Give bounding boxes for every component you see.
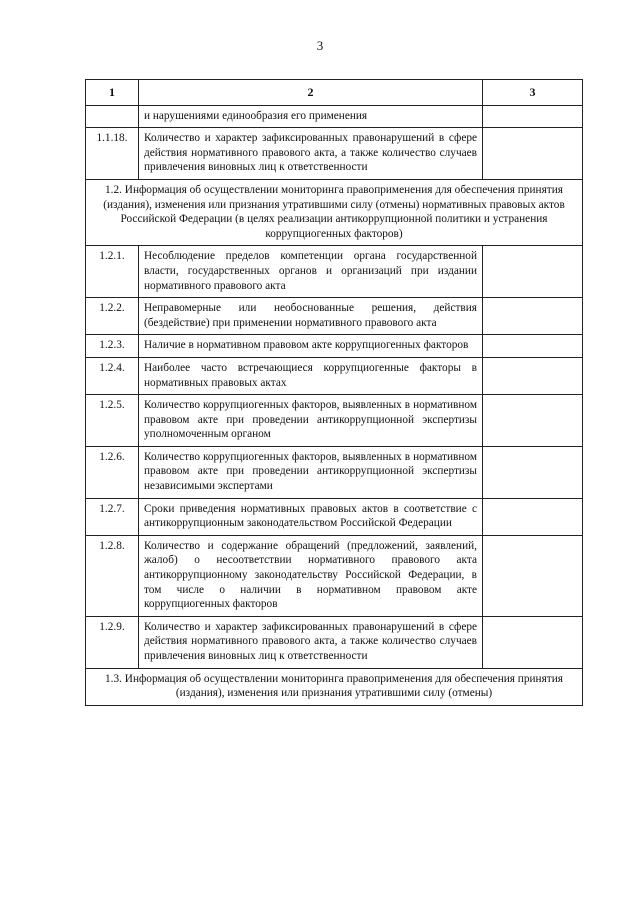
- row-text-cell: Количество и характер зафиксированных правонарушений в сфере действия нормативного правового акта, а также количество случаев привлечения виновных лиц к ответственности: [139, 616, 483, 668]
- row-text-cell: Количество и содержание обращений (предложений, заявлений, жалоб) о несоответствии нормативного правового акта антикоррупционному законодательству Российской Федерации, в том числе о наличии в нормативном правовом акте коррупциогенных факторов: [139, 535, 483, 616]
- row-value-cell: [483, 298, 583, 335]
- table-row: [86, 335, 583, 358]
- table-row: [86, 357, 583, 394]
- row-value-cell: [483, 335, 583, 358]
- section-heading: 1.2. Информация об осуществлении мониторинга правоприменения для обеспечения принятия (издания), изменения или признания утратившими силу (отмены) нормативных правовых актов Российской Федерации (в целях реализации антикоррупционной политики и устранения коррупциогенных факторов): [86, 179, 583, 245]
- row-value-cell: [483, 395, 583, 447]
- row-text-cell: Количество и характер зафиксированных правонарушений в сфере действия нормативного правового акта, а также количество случаев привлечения виновных лиц к ответственности: [139, 128, 483, 180]
- row-number-cell: 1.2.9.: [86, 616, 139, 668]
- row-value-cell: [483, 357, 583, 394]
- row-text-cell: Количество коррупциогенных факторов, выявленных в нормативном правовом акте при проведении антикоррупционной экспертизы уполномоченным органом: [139, 395, 483, 447]
- row-value-cell: [483, 616, 583, 668]
- table-row: [86, 395, 583, 447]
- row-number-cell: 1.2.1.: [86, 246, 139, 298]
- row-text-cell: Наличие в нормативном правовом акте коррупциогенных факторов: [139, 335, 483, 358]
- table-row: [86, 128, 583, 180]
- row-value-cell: [483, 105, 583, 128]
- column-header-3: 3: [483, 80, 583, 106]
- table-row: [86, 616, 583, 668]
- page-number: 3: [316, 38, 324, 53]
- row-number-cell: 1.2.8.: [86, 535, 139, 616]
- row-number-cell: 1.2.2.: [86, 298, 139, 335]
- row-value-cell: [483, 446, 583, 498]
- row-text-cell: Количество коррупциогенных факторов, выявленных в нормативном правовом акте при проведении антикоррупционной экспертизы независимыми экспертами: [139, 446, 483, 498]
- section-row-1-3: [86, 668, 583, 705]
- section-row-1-2: [86, 179, 583, 245]
- row-value-cell: [483, 498, 583, 535]
- table-row: [86, 498, 583, 535]
- row-text-cell: Сроки приведения нормативных правовых актов в соответствие с антикоррупционным законодательством Российской Федерации: [139, 498, 483, 535]
- row-number-cell: 1.2.5.: [86, 395, 139, 447]
- section-heading: 1.3. Информация об осуществлении мониторинга правоприменения для обеспечения принятия (издания), изменения или признания утратившими силу (отмены): [86, 668, 583, 705]
- row-value-cell: [483, 535, 583, 616]
- column-header-2: 2: [139, 80, 483, 106]
- row-text-cell: Несоблюдение пределов компетенции органа государственной власти, государственных органов и организаций при издании нормативного правового акта: [139, 246, 483, 298]
- table-row-continuation: [86, 105, 583, 128]
- row-number-cell: 1.2.3.: [86, 335, 139, 358]
- table-row: [86, 446, 583, 498]
- row-number-cell: [86, 105, 139, 128]
- row-text-cell: и нарушениями единообразия его применения: [139, 105, 483, 128]
- table-row: [86, 246, 583, 298]
- row-text-cell: Неправомерные или необоснованные решения, действия (бездействие) при применении нормативного правового акта: [139, 298, 483, 335]
- row-number-cell: 1.1.18.: [86, 128, 139, 180]
- row-number-cell: 1.2.4.: [86, 357, 139, 394]
- row-value-cell: [483, 246, 583, 298]
- row-value-cell: [483, 128, 583, 180]
- table-row: [86, 535, 583, 616]
- row-number-cell: 1.2.6.: [86, 446, 139, 498]
- row-text-cell: Наиболее часто встречающиеся коррупциогенные факторы в нормативных правовых актах: [139, 357, 483, 394]
- table-row: [86, 298, 583, 335]
- monitoring-table: [85, 79, 583, 706]
- column-header-1: 1: [86, 80, 139, 106]
- row-number-cell: 1.2.7.: [86, 498, 139, 535]
- table-header-row: [86, 80, 583, 106]
